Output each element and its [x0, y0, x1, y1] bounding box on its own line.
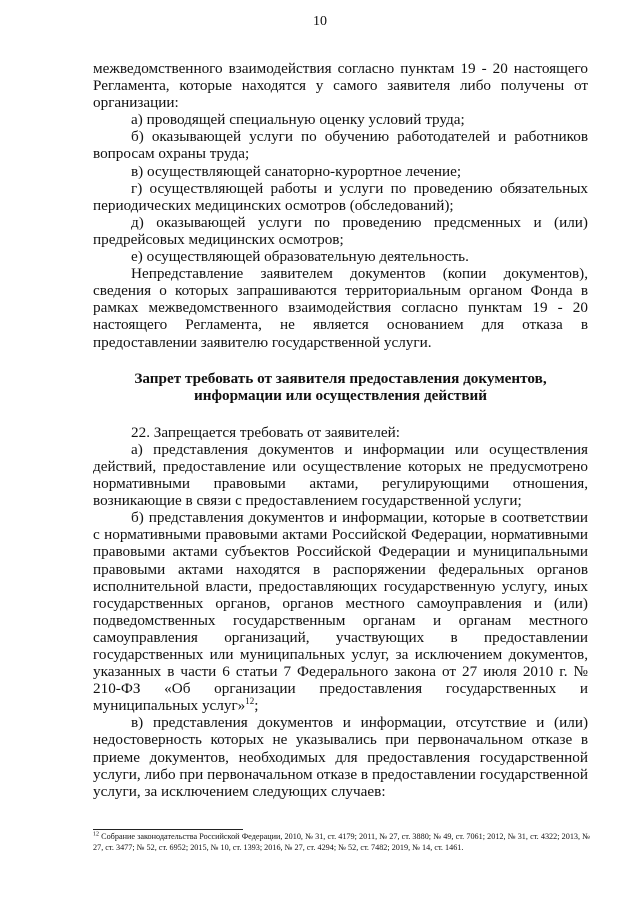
list-item-v: в) осуществляющей санаторно-курортное лечение;: [131, 162, 462, 180]
prohibition-item-v: в) представления документов и информации, отсутствие и (или) недостоверность которых не указывались при первоначальном отказе в приеме документов, необходимых для предоставления государственной услуги, либо при первоначальном отказе в предоставлении государственной услуги, за исключением следующих случаев:: [93, 714, 588, 800]
document-body: [93, 60, 588, 800]
section-heading: [93, 370, 588, 404]
prohibition-item-b-tail: ;: [254, 697, 259, 715]
prohibition-item-b-text: б) представления документов и информации, которые в соответствии с нормативными правовыми актами Российской Федерации, нормативными правовыми актами субъектов Российской Федерации и муниципальными правовыми актами находятся в распоряжении федеральных органов исполнительной власти, предоставляющих государственную услугу, иных государственных органов, органов местного самоуправления и (или) подведомственных государственным органам и органам местного самоуправления организаций, участвующих в предоставлении государственных или муниципальных услуг, за исключением документов, указанных в части 6 статьи 7 Федерального закона от 27 июля 2010 г. № 210-ФЗ «Об организации предоставления государственных и муниципальных услуг»: [93, 509, 588, 715]
footnote-text: Собрание законодательства Российской Федерации, 2010, № 31, ст. 4179; 2011, № 27, ст. 3880; № 49, ст. 7061; 2012, № 31, ст. 4322; 2013, № 27, ст. 3477; № 52, ст. 6952; 2015, № 10, ст. 1393; 2016, № 27, ст. 4294; № 52, ст. 7482; 2019, № 14, ст. 1461.: [93, 832, 590, 852]
list-item-d: д) оказывающей услуги по проведению предсменных и (или) предрейсовых медицинских осмотров;: [93, 213, 588, 248]
list-item-e: е) осуществляющей образовательную деятельность.: [131, 248, 469, 266]
prohibition-item-a: а) представления документов и информации или осуществления действий, предоставление или осуществление которых не предусмотрено нормативными правовыми актами, регулирующими отношения, возникающие в связи с предоставлением государственной услуги;: [93, 440, 588, 510]
prohibition-item-b: [93, 509, 588, 714]
footnote-divider: [93, 829, 243, 830]
footnote: [93, 832, 590, 853]
section-heading-line2: информации или осуществления действий: [193, 386, 488, 404]
footnote-reference[interactable]: 12: [245, 696, 255, 707]
section-heading-line1: Запрет требовать от заявителя предоставления документов,: [134, 369, 547, 387]
list-item-a: а) проводящей специальную оценку условий труда;: [131, 111, 465, 129]
footnote-marker: 12: [93, 831, 99, 838]
list-item-g: г) осуществляющей работы и услуги по проведению обязательных периодических медицинских осмотров (обследований);: [93, 179, 588, 214]
paragraph-22: 22. Запрещается требовать от заявителей:: [131, 423, 400, 441]
paragraph-continuation: межведомственного взаимодействия согласно пунктам 19 - 20 настоящего Регламента, которые находятся у самого заявителя либо получены от организации:: [93, 60, 588, 112]
list-item-b: б) оказывающей услуги по обучению работодателей и работников вопросам охраны труда;: [93, 128, 588, 163]
paragraph-non-submission: Непредставление заявителем документов (копии документов), сведения о которых запрашиваются территориальным органом Фонда в рамках межведомственного взаимодействия согласно пунктам 19 - 20 настоящего Регламента, не является основанием для отказа в предоставлении заявителю государственной услуги.: [93, 265, 588, 351]
page-number: 10: [313, 14, 327, 29]
